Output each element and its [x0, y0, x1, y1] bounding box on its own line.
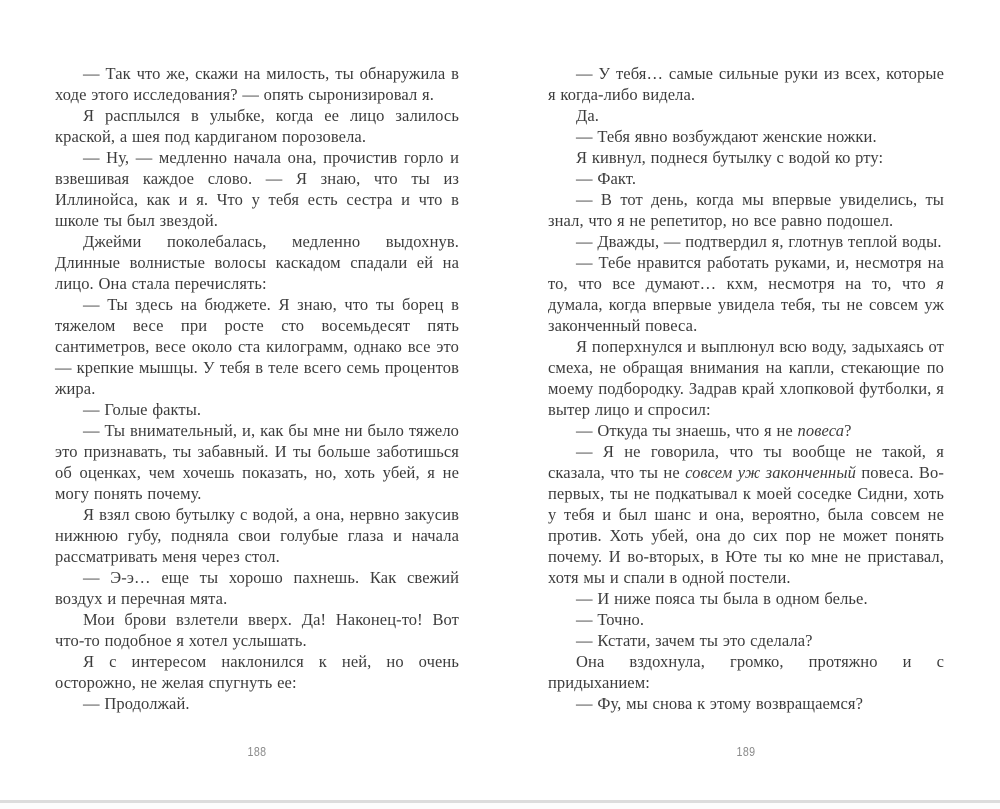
paragraph [548, 147, 944, 168]
paragraph [55, 399, 459, 420]
text-segment: — Кстати, зачем ты это сделала? [576, 631, 813, 650]
text-segment: — Ты внимательный, и, как бы мне ни было тяжело это признавать, ты забавный. И ты больше заботишься об оценках, чем хочешь показать, но, хоть убей, я не могу понять почему. [55, 421, 459, 503]
paragraph [55, 63, 459, 105]
text-segment: — Я не говорила, что ты вообще не такой, я сказала, что ты не [548, 442, 944, 482]
paragraph [548, 693, 944, 714]
paragraph [55, 294, 459, 399]
text-segment: Джейми поколебалась, медленно выдохнув. Длинные волнистые волосы каскадом спадали ей на лицо. Она стала перечислять: [55, 232, 459, 293]
text-segment: — Фу, мы снова к этому возвращаемся? [576, 694, 863, 713]
text-segment: — Откуда ты знаешь, что я не [576, 421, 798, 440]
text-segment: Мои брови взлетели вверх. Да! Наконец-то! Вот что-то подобное я хотел услышать. [55, 610, 459, 650]
text-segment: — Тебе нравится работать руками, и, несмотря на то, что все думают… кхм, несмотря на то, что [548, 253, 944, 293]
text-segment: Я кивнул, поднеся бутылку с водой ко рту: [576, 148, 884, 167]
paragraph [55, 693, 459, 714]
paragraph [55, 420, 459, 504]
text-segment: Я взял свою бутылку с водой, а она, нервно закусив нижнюю губу, подняла свои голубые глаза и начала рассматривать меня через стол. [55, 505, 459, 566]
text-segment: Она вздохнула, громко, протяжно и с придыханием: [548, 652, 944, 692]
text-segment: повеса. Во-первых, ты не подкатывал к моей соседке Сидни, хоть у тебя и был шанс и она, вероятно, была совсем не против. Хоть убей, она до сих пор не может понять почему. И во-вторых, в Юте ты ко мне не приставал, хотя мы и спали в одной постели. [548, 463, 944, 587]
text-segment: Я поперхнулся и выплюнул всю воду, задыхаясь от смеха, не обращая внимания на капли, стекающие по моему подбородку. Задрав край хлопковой футболки, я вытер лицо и спросил: [548, 337, 944, 419]
text-segment: — Тебя явно возбуждают женские ножки. [576, 127, 877, 146]
paragraph [55, 609, 459, 651]
paragraph [55, 651, 459, 693]
text-segment: думала, когда впервые увидела тебя, ты не совсем уж законченный повеса. [548, 295, 944, 335]
text-segment: — Точно. [576, 610, 645, 629]
paragraph [548, 252, 944, 336]
page-number-left: 188 [247, 744, 267, 759]
text-segment: — Ну, — медленно начала она, прочистив горло и взвешивая каждое слово. — Я знаю, что ты из Иллинойса, как и я. Что у тебя есть сестра и что в школе ты был звездой. [55, 148, 459, 230]
text-segment: повеса [797, 421, 845, 440]
paragraph [55, 147, 459, 231]
text-segment: — Голые факты. [83, 400, 202, 419]
text-segment: ? [844, 421, 852, 440]
text-segment: — В тот день, когда мы впервые увиделись, ты знал, что я не репетитор, но все равно подошел. [548, 190, 944, 230]
paragraph [55, 504, 459, 567]
paragraph [55, 567, 459, 609]
paragraph [548, 231, 944, 252]
text-segment: — Так что же, скажи на милость, ты обнаружила в ходе этого исследования? — опять сыронизировал я. [55, 64, 459, 104]
bottom-window-edge [0, 800, 1000, 809]
paragraph [548, 420, 944, 441]
paragraph [548, 588, 944, 609]
paragraph [548, 441, 944, 588]
text-segment: я [936, 274, 944, 293]
paragraph [548, 168, 944, 189]
paragraph [548, 336, 944, 420]
page-left-text [55, 63, 459, 714]
paragraph [548, 105, 944, 126]
page-number-right: 189 [736, 744, 756, 759]
text-segment: Да. [576, 106, 600, 125]
page-right-text [548, 63, 944, 714]
text-segment: Я с интересом наклонился к ней, но очень осторожно, не желая спугнуть ее: [55, 652, 459, 692]
paragraph [548, 189, 944, 231]
text-segment: Я расплылся в улыбке, когда ее лицо залилось краской, а шея под кардиганом порозовела. [55, 106, 459, 146]
text-segment: — Дважды, — подтвердил я, глотнув теплой воды. [576, 232, 942, 251]
text-segment: совсем уж законченный [685, 463, 856, 482]
paragraph [548, 609, 944, 630]
text-segment: — И ниже пояса ты была в одном белье. [576, 589, 868, 608]
paragraph [55, 231, 459, 294]
paragraph [548, 630, 944, 651]
paragraph [548, 651, 944, 693]
text-segment: — Ты здесь на бюджете. Я знаю, что ты борец в тяжелом весе при росте сто восемьдесят пять сантиметров, весе около ста килограмм, однако все это — крепкие мышцы. У тебя в теле всего семь процентов жира. [55, 295, 459, 398]
paragraph [548, 126, 944, 147]
text-segment: — У тебя… самые сильные руки из всех, которые я когда-либо видела. [548, 64, 944, 104]
paragraph [55, 105, 459, 147]
text-segment: — Э-э… еще ты хорошо пахнешь. Как свежий воздух и перечная мята. [55, 568, 459, 608]
text-segment: — Продолжай. [83, 694, 190, 713]
paragraph [548, 63, 944, 105]
text-segment: — Факт. [576, 169, 637, 188]
